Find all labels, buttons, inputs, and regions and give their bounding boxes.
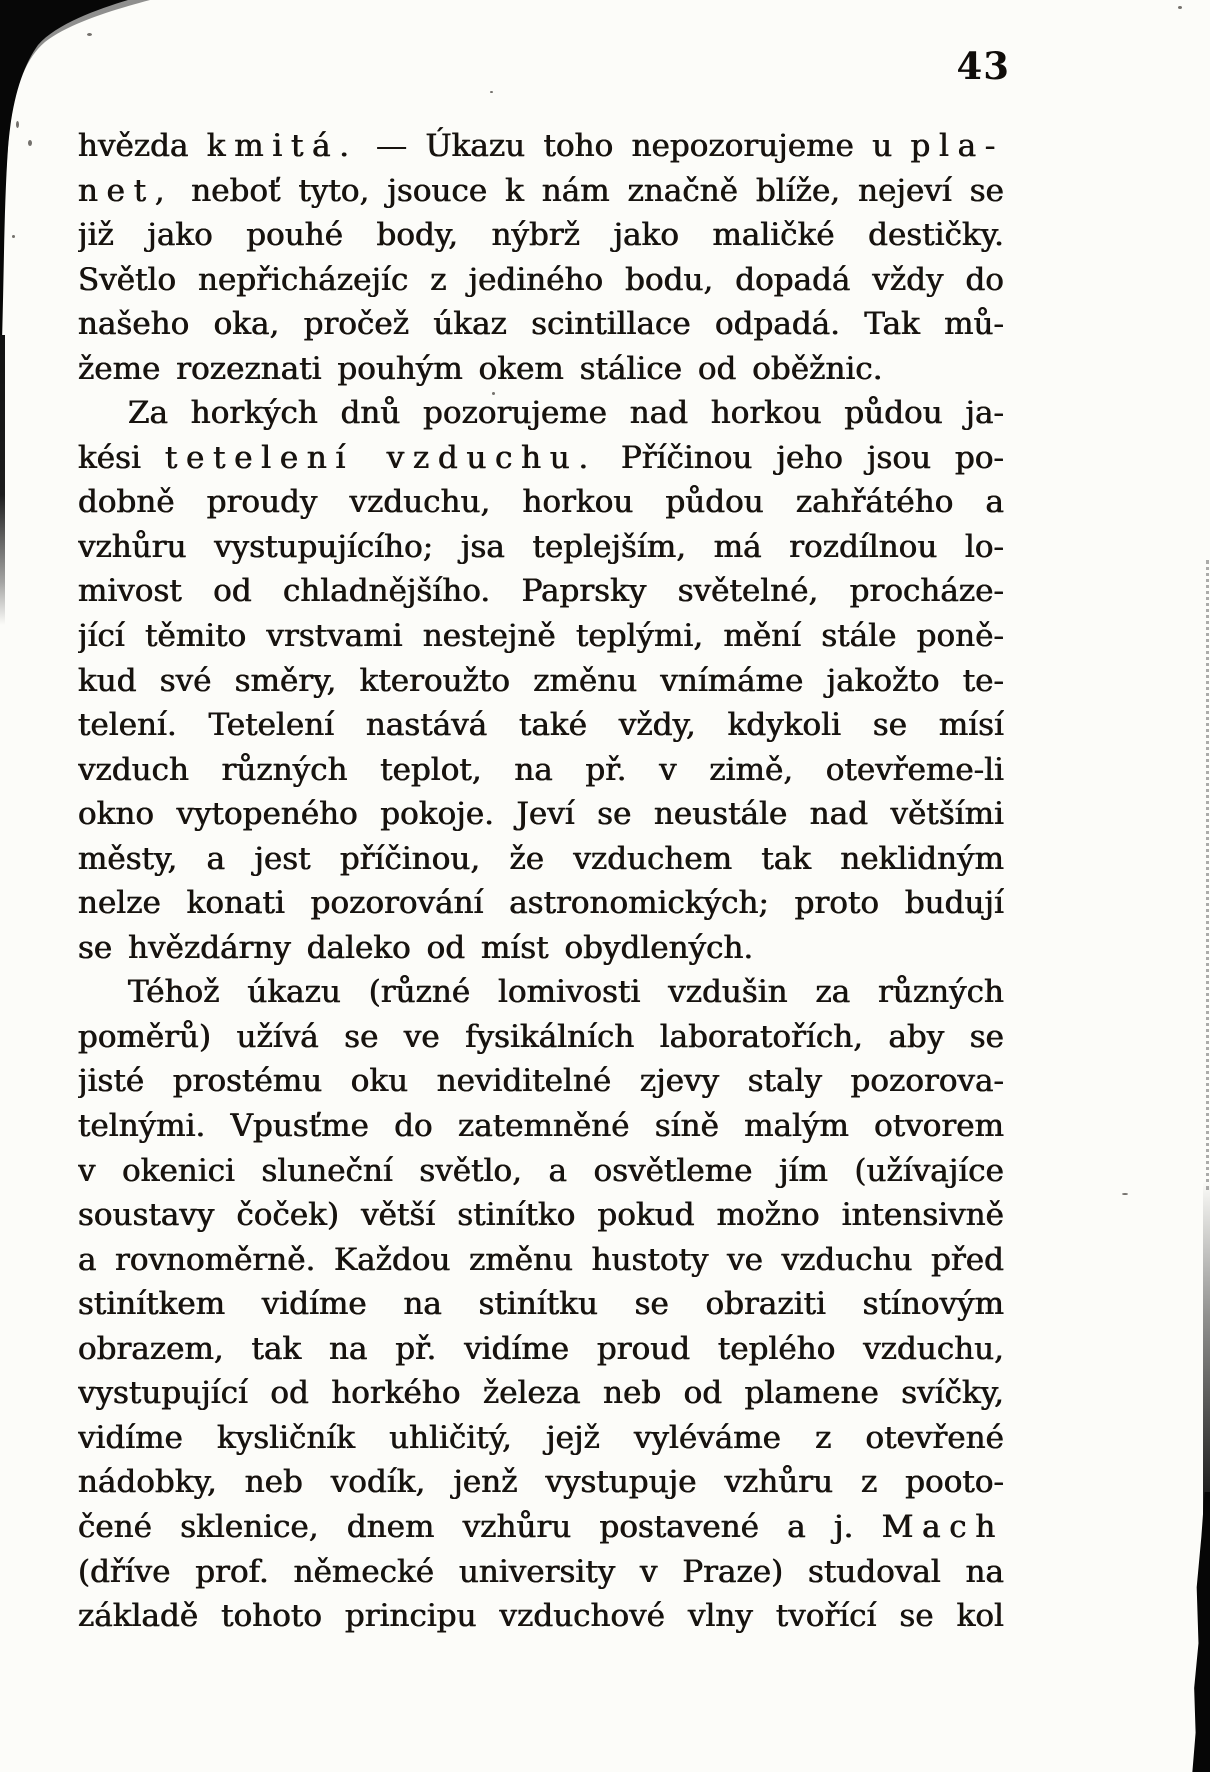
text-line	[78, 391, 1004, 436]
text-segment: čené sklenice, dnem vzhůru postavené a j.	[78, 1508, 882, 1545]
text-line	[78, 1015, 1004, 1060]
text-line	[78, 302, 1004, 347]
scan-speck	[1122, 1193, 1128, 1195]
text-segment: Světlo nepřicházejíc z jediného bodu, dopadá vždy do	[78, 261, 1004, 298]
text-segment: městy, a jest příčinou, že vzduchem tak neklidným	[78, 840, 1004, 877]
text-segment: obrazem, tak na př. vidíme proud teplého vzduchu,	[78, 1330, 1004, 1367]
text-line	[78, 748, 1004, 793]
text-segment: vidíme kysličník uhličitý, jejž vyléváme z otevřené	[78, 1419, 1004, 1456]
text-line	[78, 1550, 1004, 1595]
text-line	[78, 213, 1004, 258]
scan-artifact-bottom-right-edge	[1192, 1492, 1210, 1772]
text-line	[78, 525, 1004, 570]
text-segment: v okenici sluneční světlo, a osvětleme jím (užívajíce	[78, 1152, 1004, 1189]
scan-artifact-right-edge-fade	[1203, 1180, 1210, 1520]
text-segment: mivost od chladnějšího. Paprsky světelné, procháze-	[78, 573, 1004, 610]
text-line	[78, 703, 1004, 748]
text-segment: vzhůru vystupujícího; jsa teplejším, má rozdílnou lo-	[78, 528, 1004, 565]
text-segment: žeme rozeznati pouhým okem stálice od oběžnic.	[78, 350, 883, 387]
letterspaced-text-segment: tetelení vzduchu.	[164, 439, 597, 476]
text-segment: Příčinou jeho jsou po-	[597, 439, 1004, 476]
text-line	[78, 480, 1004, 525]
text-line	[78, 614, 1004, 659]
text-segment: dobně proudy vzduchu, horkou půdou zahřátého a	[78, 484, 1004, 521]
text-line	[78, 1460, 1004, 1505]
letterspaced-text-segment: Mach	[881, 1508, 1004, 1545]
text-segment: okno vytopeného pokoje. Jeví se neustále nad většími	[78, 796, 1004, 833]
text-segment: neboť tyto, jsouce k nám značně blíže, nejeví se	[173, 172, 1004, 209]
scan-speck	[16, 121, 19, 128]
text-line	[78, 258, 1004, 303]
text-line	[78, 124, 1004, 169]
text-segment: a rovnoměrně. Každou změnu hustoty ve vzduchu před	[78, 1241, 1004, 1278]
text-segment: základě tohoto principu vzduchové vlny tvořící se kol	[78, 1598, 1004, 1635]
letterspaced-text-segment: net,	[78, 172, 174, 209]
text-segment: Téhož úkazu (různé lomivosti vzdušin za různých	[128, 974, 1004, 1011]
scan-artifact-right-edge-dotted	[1206, 560, 1209, 1190]
text-segment: poměrů) užívá se ve fysikálních laboratořích, aby se	[78, 1018, 1004, 1055]
text-segment: hvězda	[78, 128, 207, 164]
text-segment: Za horkých dnů pozorujeme nad horkou půdou ja-	[128, 395, 1004, 432]
scan-artifact-top-left-corner	[0, 0, 175, 640]
text-line	[78, 436, 1004, 481]
text-line	[78, 1505, 1004, 1550]
scan-speck	[12, 235, 15, 238]
scan-speck	[492, 392, 495, 395]
text-line	[78, 1104, 1004, 1149]
text-segment: nádobky, neb vodík, jenž vystupuje vzhůru z pooto-	[78, 1464, 1004, 1501]
text-line	[78, 1416, 1004, 1461]
page-text	[78, 124, 1004, 1639]
text-line	[78, 1193, 1004, 1238]
text-line	[78, 347, 1004, 392]
text-line	[78, 970, 1004, 1015]
scan-speck	[87, 33, 92, 36]
text-segment: již jako pouhé body, nýbrž jako maličké destičky.	[78, 217, 1004, 254]
text-line	[78, 569, 1004, 614]
text-line	[78, 1149, 1004, 1194]
text-line	[78, 1594, 1004, 1639]
text-line	[78, 1327, 1004, 1372]
text-segment: vystupující od horkého železa neb od plamene svíčky,	[78, 1375, 1004, 1412]
scan-speck	[1178, 6, 1182, 9]
text-segment: stinítkem vidíme na stinítku se obraziti stínovým	[78, 1286, 1004, 1323]
scan-speck	[490, 91, 493, 93]
text-line	[78, 1238, 1004, 1283]
text-segment: — Úkazu toho nepozorujeme u	[357, 128, 911, 164]
text-segment: nelze konati pozorování astronomických; proto budují	[78, 885, 1004, 922]
text-segment: soustavy čoček) větší stinítko pokud možno intensivně	[78, 1197, 1004, 1234]
text-segment: kési	[78, 439, 165, 476]
text-line	[78, 881, 1004, 926]
text-segment: našeho oka, pročež úkaz scintillace odpadá. Tak mů-	[78, 306, 1004, 343]
text-segment: kud své směry, kteroužto změnu vnímáme jakožto te-	[78, 662, 1004, 699]
page-number: 43	[956, 44, 1010, 88]
text-line	[78, 1059, 1004, 1104]
scan-artifact-left-edge	[0, 335, 5, 625]
text-segment: (dříve prof. německé university v Praze) studoval na	[78, 1553, 1004, 1590]
letterspaced-text-segment: kmitá.	[206, 128, 358, 164]
text-line	[78, 837, 1004, 882]
text-line	[78, 1371, 1004, 1416]
text-line	[78, 169, 1004, 214]
text-segment: telnými. Vpusťme do zatemněné síně malým otvorem	[78, 1108, 1004, 1145]
text-segment: telení. Tetelení nastává také vždy, kdykoli se mísí	[78, 707, 1004, 744]
text-segment: se hvězdárny daleko od míst obydlených.	[78, 929, 754, 966]
scan-speck	[28, 140, 32, 146]
text-segment: vzduch různých teplot, na př. v zimě, otevřeme-li	[78, 751, 1004, 788]
text-line	[78, 1282, 1004, 1327]
letterspaced-text-segment: pla-	[910, 128, 1004, 164]
text-line	[78, 659, 1004, 704]
text-line	[78, 926, 1004, 971]
text-line	[78, 792, 1004, 837]
text-segment: jisté prostému oku neviditelné zjevy staly pozorova-	[78, 1063, 1004, 1100]
text-segment: jící těmito vrstvami nestejně teplými, mění stále poně-	[78, 618, 1004, 655]
